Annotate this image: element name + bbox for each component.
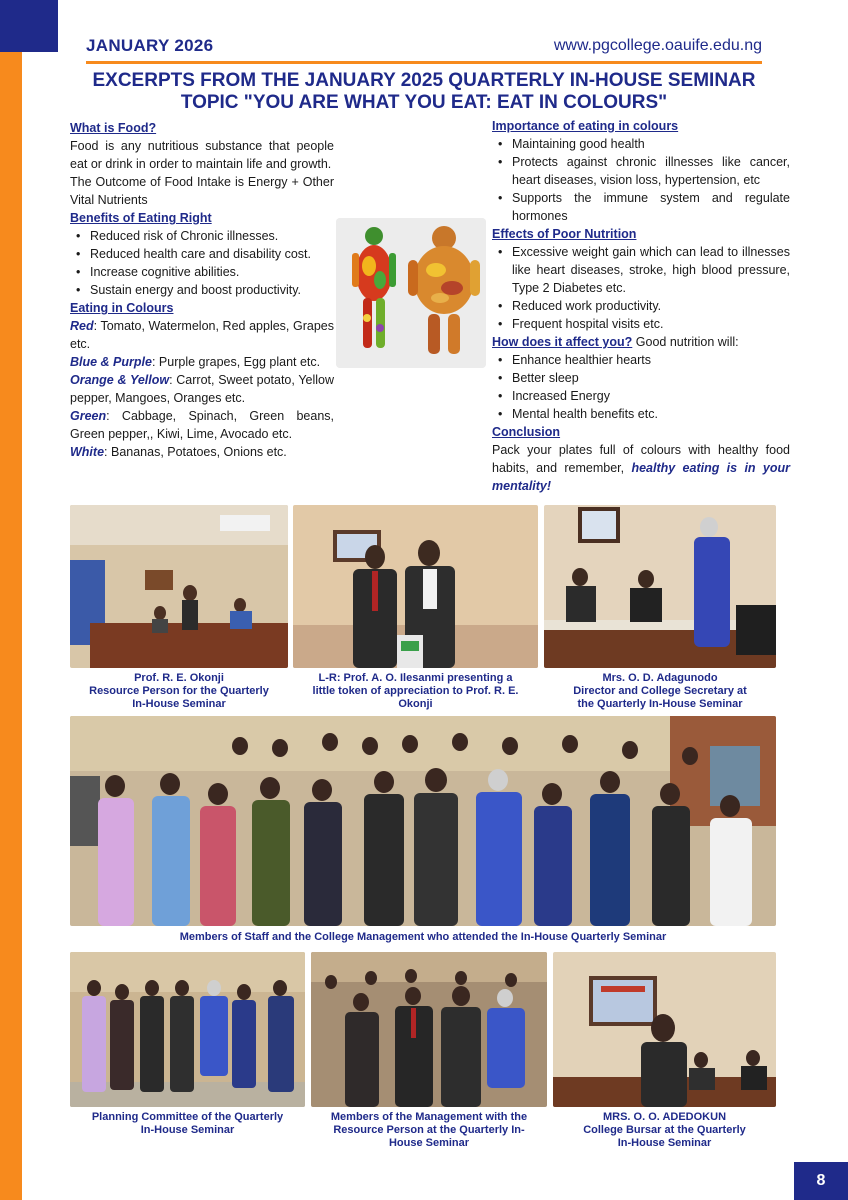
corner-block: [0, 0, 58, 52]
importance-list: [492, 135, 790, 225]
issue-date: JANUARY 2026: [86, 36, 214, 55]
food-outcome: The Outcome of Food Intake is Energy + Other Vital Nutrients: [70, 175, 334, 207]
food-heading: What is Food?: [70, 121, 157, 135]
caption-resource-person: Prof. R. E. Okonji Resource Person for the Quarterly In-House Seminar: [89, 672, 269, 710]
caption-staff-group: Members of Staff and the College Management who attended the In-House Quarterly Seminar: [179, 931, 667, 943]
poor-nutrition-heading: Effects of Poor Nutrition: [492, 227, 637, 241]
list-item: • Reduced work productivity.: [492, 297, 790, 315]
food-definition: Food is any nutritious substance that people eat or drink in order to maintain life and growth.: [70, 139, 334, 171]
left-column: [70, 119, 334, 461]
colour-group-orange-yellow: Orange & Yellow: Carrot, Sweet potato, Yellow pepper, Mangoes, Oranges etc.: [70, 373, 335, 405]
conclusion-text: Pack your plates full of colours with healthy food habits, and remember, healthy eating is in your mentality!: [492, 443, 790, 493]
photo-staff-group: [70, 716, 776, 926]
list-item: • Reduced risk of Chronic illnesses.: [70, 227, 334, 245]
list-item: • Excessive weight gain which can lead to illnesses like heart diseases, stroke, high blood pressure, Type 2 Diabetes etc.: [492, 243, 790, 297]
food-figures-illustration: [336, 218, 486, 368]
list-item: • Supports the immune system and regulate hormones: [492, 189, 790, 225]
list-item: • Mental health benefits etc.: [492, 405, 790, 423]
caption-planning-committee: Planning Committee of the Quarterly In-House Seminar: [91, 1111, 284, 1136]
colour-group-blue-purple: Blue & Purple: Purple grapes, Egg plant etc.: [70, 355, 321, 369]
benefits-list: [70, 227, 334, 299]
page-subtitle: TOPIC "YOU ARE WHAT YOU EAT: EAT IN COLOURS": [180, 92, 668, 113]
page-title: EXCERPTS FROM THE JANUARY 2025 QUARTERLY IN-HOUSE SEMINAR: [92, 70, 756, 91]
list-item: • Sustain energy and boost productivity.: [70, 281, 334, 299]
conclusion-heading: Conclusion: [492, 425, 561, 439]
caption-management-resource-person: Members of the Management with the Resource Person at the Quarterly In- House Seminar: [330, 1111, 528, 1149]
header-rule: [86, 61, 762, 64]
affect-heading: How does it affect you?: [492, 335, 633, 349]
caption-college-bursar: MRS. O. O. ADEDOKUN College Bursar at the Quarterly In-House Seminar: [583, 1111, 746, 1149]
list-item: • Maintaining good health: [492, 135, 790, 153]
colour-group-white: White: Bananas, Potatoes, Onions etc.: [70, 445, 287, 459]
caption-director-secretary: Mrs. O. D. Adagunodo Director and College Secretary at the Quarterly In-House Seminar: [573, 672, 747, 710]
caption-token-presentation: L-R: Prof. A. O. Ilesanmi presenting a little token of appreciation to Prof. R. E. Okonji: [312, 672, 519, 710]
colour-group-green: Green: Cabbage, Spinach, Green beans, Green pepper,, Kiwi, Lime, Avocado etc.: [70, 409, 334, 441]
photo-college-bursar: [553, 952, 776, 1107]
affect-list: [492, 351, 790, 423]
list-item: • Reduced health care and disability cost.: [70, 245, 334, 263]
photo-management-resource-person: [311, 952, 547, 1107]
photo-token-presentation: [293, 505, 538, 668]
page-number: 8: [794, 1162, 848, 1200]
list-item: • Increased Energy: [492, 387, 790, 405]
poor-nutrition-list: [492, 243, 790, 333]
benefits-heading: Benefits of Eating Right: [70, 211, 212, 225]
list-item: • Increase cognitive abilities.: [70, 263, 334, 281]
list-item: • Enhance healthier hearts: [492, 351, 790, 369]
right-column: [492, 117, 790, 495]
colours-heading: Eating in Colours: [70, 301, 174, 315]
importance-heading: Importance of eating in colours: [492, 119, 679, 133]
side-strip: [0, 52, 22, 1200]
list-item: • Better sleep: [492, 369, 790, 387]
colour-group-red: Red: Tomato, Watermelon, Red apples, Grapes etc.: [70, 319, 334, 351]
list-item: • Protects against chronic illnesses like cancer, heart diseases, vision loss, hypertension, etc: [492, 153, 790, 189]
affect-line: How does it affect you? Good nutrition will:: [492, 335, 739, 349]
photo-director-secretary: [544, 505, 776, 668]
photo-resource-person: [70, 505, 288, 668]
list-item: • Frequent hospital visits etc.: [492, 315, 790, 333]
website-url[interactable]: www.pgcollege.oauife.edu.ng: [553, 37, 762, 54]
photo-planning-committee: [70, 952, 305, 1107]
